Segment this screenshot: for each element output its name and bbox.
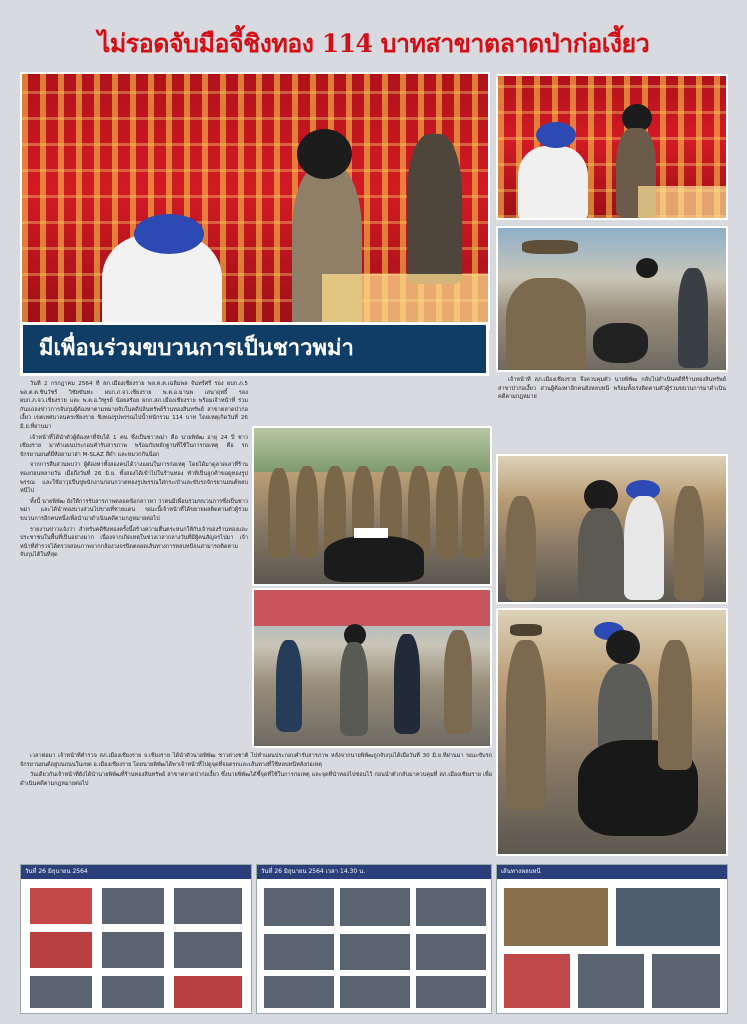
figure-officer xyxy=(394,634,420,734)
cctv-frame xyxy=(173,887,243,925)
cctv-frame xyxy=(415,933,487,971)
paragraph: เวลาต่อมา เจ้าหน้าที่ตำรวจ สภ.เมืองเชียงราย จ.เชียงราย ได้นำตัวนายพิพัฒ ชาวต่างชาติ ไปทำแผนประกอบคำรับสารภาพ หลังจากนายพิพัฒถูกจับกุมได้เมื่อวันที่ 30 มิ.ย.ที่ผ่านมา ขณะขับรถจักรยานยนต์อยู่บนถนนในเขต อ.เมืองเชียงราย โดยนายพิพัฒได้พาเจ้าหน้าที่ไปดูจุดที่จอดรถและเส้นทางที่ใช้หลบหนีหลังก่อเหตุ xyxy=(20,753,492,768)
cctv-frame xyxy=(101,975,165,1009)
police-cap-icon xyxy=(522,240,578,254)
figure-officer xyxy=(296,466,318,558)
cctv-frame xyxy=(29,975,93,1009)
panel-header: วันที่ 26 มิถุนายน 2564 เวลา 14.30 น. xyxy=(257,865,491,879)
cctv-frame xyxy=(339,887,411,927)
figure-officer xyxy=(506,640,546,810)
figure-bystander xyxy=(678,268,708,368)
figure-officer xyxy=(436,466,458,558)
figure-officer xyxy=(658,640,692,770)
photo-reenact-street xyxy=(252,588,492,748)
helmet-icon xyxy=(297,129,352,179)
gold-display-counter xyxy=(638,186,728,220)
article-text-right-top xyxy=(498,376,726,428)
cctv-collage-panel-2 xyxy=(256,864,492,1014)
blue-hat-icon xyxy=(134,214,204,254)
shop-awning xyxy=(254,590,492,626)
figure-officer xyxy=(674,486,704,601)
helmet-icon xyxy=(636,258,658,278)
evidence-sign xyxy=(354,528,388,538)
figure-bystander xyxy=(276,640,302,732)
police-cap-icon xyxy=(510,624,542,636)
cctv-frame xyxy=(263,933,335,971)
paragraph: รายงานข่าวแจ้งว่า สำหรับคดีชิงทองครั้งนี้สร้างความตื่นตระหนกให้กับเจ้าของร้านทองและประชาชนในพื้นที่เป็นอย่างมาก เนื่องจากเกิดเหตุในช่วงเวลากลางวันที่มีผู้คนสัญจรไปมา เจ้าหน้าที่ตำรวจได้ตรวจสอบภาพจากกล้องวงจรปิดตลอดเส้นทางการหลบหนีจนสามารถติดตามจับกุมได้ในที่สุด xyxy=(20,526,248,559)
tree-background xyxy=(254,428,492,472)
motorcycle-shape xyxy=(593,323,648,363)
paragraph: จากการสืบสวนพบว่า ผู้ต้องหาทั้งสองคนได้วางแผนในการก่อเหตุ โดยได้มาดูลาดเลาที่ร้านทองก่อนหลายวัน เมื่อถึงวันที่ 26 มิ.ย. ทั้งสองได้เข้าไปในร้านทอง ทำทีเป็นลูกค้าขอดูทองรูปพรรณ และใช้อาวุธปืนขู่พนักงานก่อนกวาดทองรูปพรรณใส่กระเป๋าและขับรถจักรยานยนต์หลบหนีไป xyxy=(20,462,248,495)
figure-officer xyxy=(506,278,586,372)
figure-blue-hat-man xyxy=(624,496,664,600)
cctv-frame xyxy=(503,887,609,947)
figure-officer xyxy=(268,468,290,558)
paragraph: เจ้าหน้าที่ สภ.เมืองเชียงราย จึงควบคุมตัว นายพิพัฒ กลับไปดำเนินคดีที่ร้านทองสินทรัพย์ สาขาป่าก่อเงี้ยว ส่วนผู้ต้องหาอีกคนยังหลบหนี พร้อมทั้งเร่งติดตามตัวผู้ร่วมขบวนการมาดำเนินคดีตามกฎหมาย xyxy=(498,377,726,401)
blue-hat-icon xyxy=(536,122,576,148)
cctv-frame xyxy=(29,887,93,925)
panel-header: วันที่ 26 มิถุนายน 2564 xyxy=(21,865,251,879)
figure-officer xyxy=(462,468,484,558)
figure-helmet-man xyxy=(578,508,624,600)
figure-helmet-man xyxy=(340,642,368,736)
photo-reenact-helmet xyxy=(496,454,728,604)
figure-officer xyxy=(506,496,536,601)
figure-officer xyxy=(444,630,472,734)
cctv-frame xyxy=(101,931,165,969)
page-headline: ไม่รอดจับมือจี้ชิงทอง 114 บาทสาขาตลาดป่าก่อเงี้ยว xyxy=(97,29,650,58)
article-text-bottom xyxy=(20,752,492,860)
motorcycle-shape xyxy=(324,536,424,582)
photo-police-lineup xyxy=(252,426,492,586)
article-text-left xyxy=(20,380,248,748)
cctv-collage-panel-3 xyxy=(496,864,728,1014)
cctv-frame xyxy=(415,975,487,1009)
paragraph: วันเดียวกันเจ้าหน้าที่ยังได้นำนายพิพัฒที่ร้านทองสินทรัพย์ สาขาตลาดป่าก่อเงี้ยว ซึ่งนายพิพัฒได้ชี้จุดที่ใช้ในการก่อเหตุ และจุดที่นำทองไปซ่อนไว้ ก่อนนำตัวกลับมาควบคุมที่ สภ.เมืองเชียงราย เพื่อดำเนินคดีตามกฎหมายต่อไป xyxy=(20,772,492,787)
cctv-frame xyxy=(173,975,243,1009)
photo-police-interview xyxy=(496,226,728,372)
cctv-collage-panel-1 xyxy=(20,864,252,1014)
photo-gold-shop-right xyxy=(496,74,728,220)
photo-reenact-road xyxy=(496,608,728,856)
cctv-frame xyxy=(173,931,243,969)
section-banner: มีเพื่อนร่วมขบวนการเป็นชาวพม่า xyxy=(20,322,489,376)
panel-header: เส้นทางหลบหนี xyxy=(497,865,727,879)
cctv-frame xyxy=(101,887,165,925)
paragraph: ทั้งนี้ นายพิพัฒ ยังให้การรับสารภาพตลอดข้อกล่าวหา ว่าตนมีเพื่อนร่วมขบวนการซึ่งเป็นชาวพม่า และได้นำทองบางส่วนไปขายที่ชายแดน ขณะนี้เจ้าหน้าที่ได้ขยายผลติดตามตัวผู้ร่วมขบวนการอีกคนหนึ่งเพื่อนำมาดำเนินคดีตามกฎหมายต่อไป xyxy=(20,498,248,522)
cctv-frame xyxy=(503,953,571,1009)
figure-officer xyxy=(407,134,462,284)
cctv-frame xyxy=(29,931,93,969)
photo-gold-shop-main xyxy=(20,72,490,330)
figure-blue-hat-man xyxy=(518,146,588,220)
paragraph: วันที่ 2 กรกฎาคม 2564 ที่ สภ.เมืองเชียงราย พล.ต.ต.เฉลิมพล จันทร์ศรี รอง ผบก.ภ.5 พล.ต.ต.ชินวัชร์ วิชัยขันทะ ผบก.ภ.จว.เชียงราย พ.ต.อ.มานพ เสนาฤทธิ์ รอง ผบก.ภ.จว.เชียงราย และ พ.ต.อ.วิฑูรย์ น้อยสร้อย ผกก.สภ.เมืองเชียงราย พร้อมเจ้าหน้าที่ ร่วมกันแถลงข่าวการจับกุมผู้ต้องหาตามหมายจับในคดีปล้นทรัพย์ร้านทองสินทรัพย์ สาขาตลาดป่าก่อเงี้ยว เขตเทศบาลนครเชียงราย ชิงทองรูปพรรณไปน้ำหนักรวม 114 บาท โดยเหตุเกิดวันที่ 26 มิ.ย.ที่ผ่านมา xyxy=(20,381,248,430)
cctv-frame xyxy=(263,975,335,1009)
cctv-frame xyxy=(577,953,645,1009)
cctv-frame xyxy=(615,887,721,947)
cctv-frame xyxy=(263,887,335,927)
paragraph: เจ้าหน้าที่ได้นำตัวผู้ต้องหาที่จับได้ 1 คน ซึ่งเป็นชาวพม่า คือ นายพิพัฒ อายุ 24 ปี ชาวเชียงราย มาทำแผนประกอบคำรับสารภาพ พร้อมกับหลักฐานที่ใช้ในการก่อเหตุ คือ รถจักรยานยนต์ยี่ห้อยามาฮ่า M-SLAZ สีดำ และหมวกกันน็อก xyxy=(20,434,248,458)
cctv-frame xyxy=(651,953,721,1009)
helmet-icon xyxy=(606,630,640,664)
cctv-frame xyxy=(415,887,487,927)
cctv-frame xyxy=(339,933,411,971)
cctv-frame xyxy=(339,975,411,1009)
